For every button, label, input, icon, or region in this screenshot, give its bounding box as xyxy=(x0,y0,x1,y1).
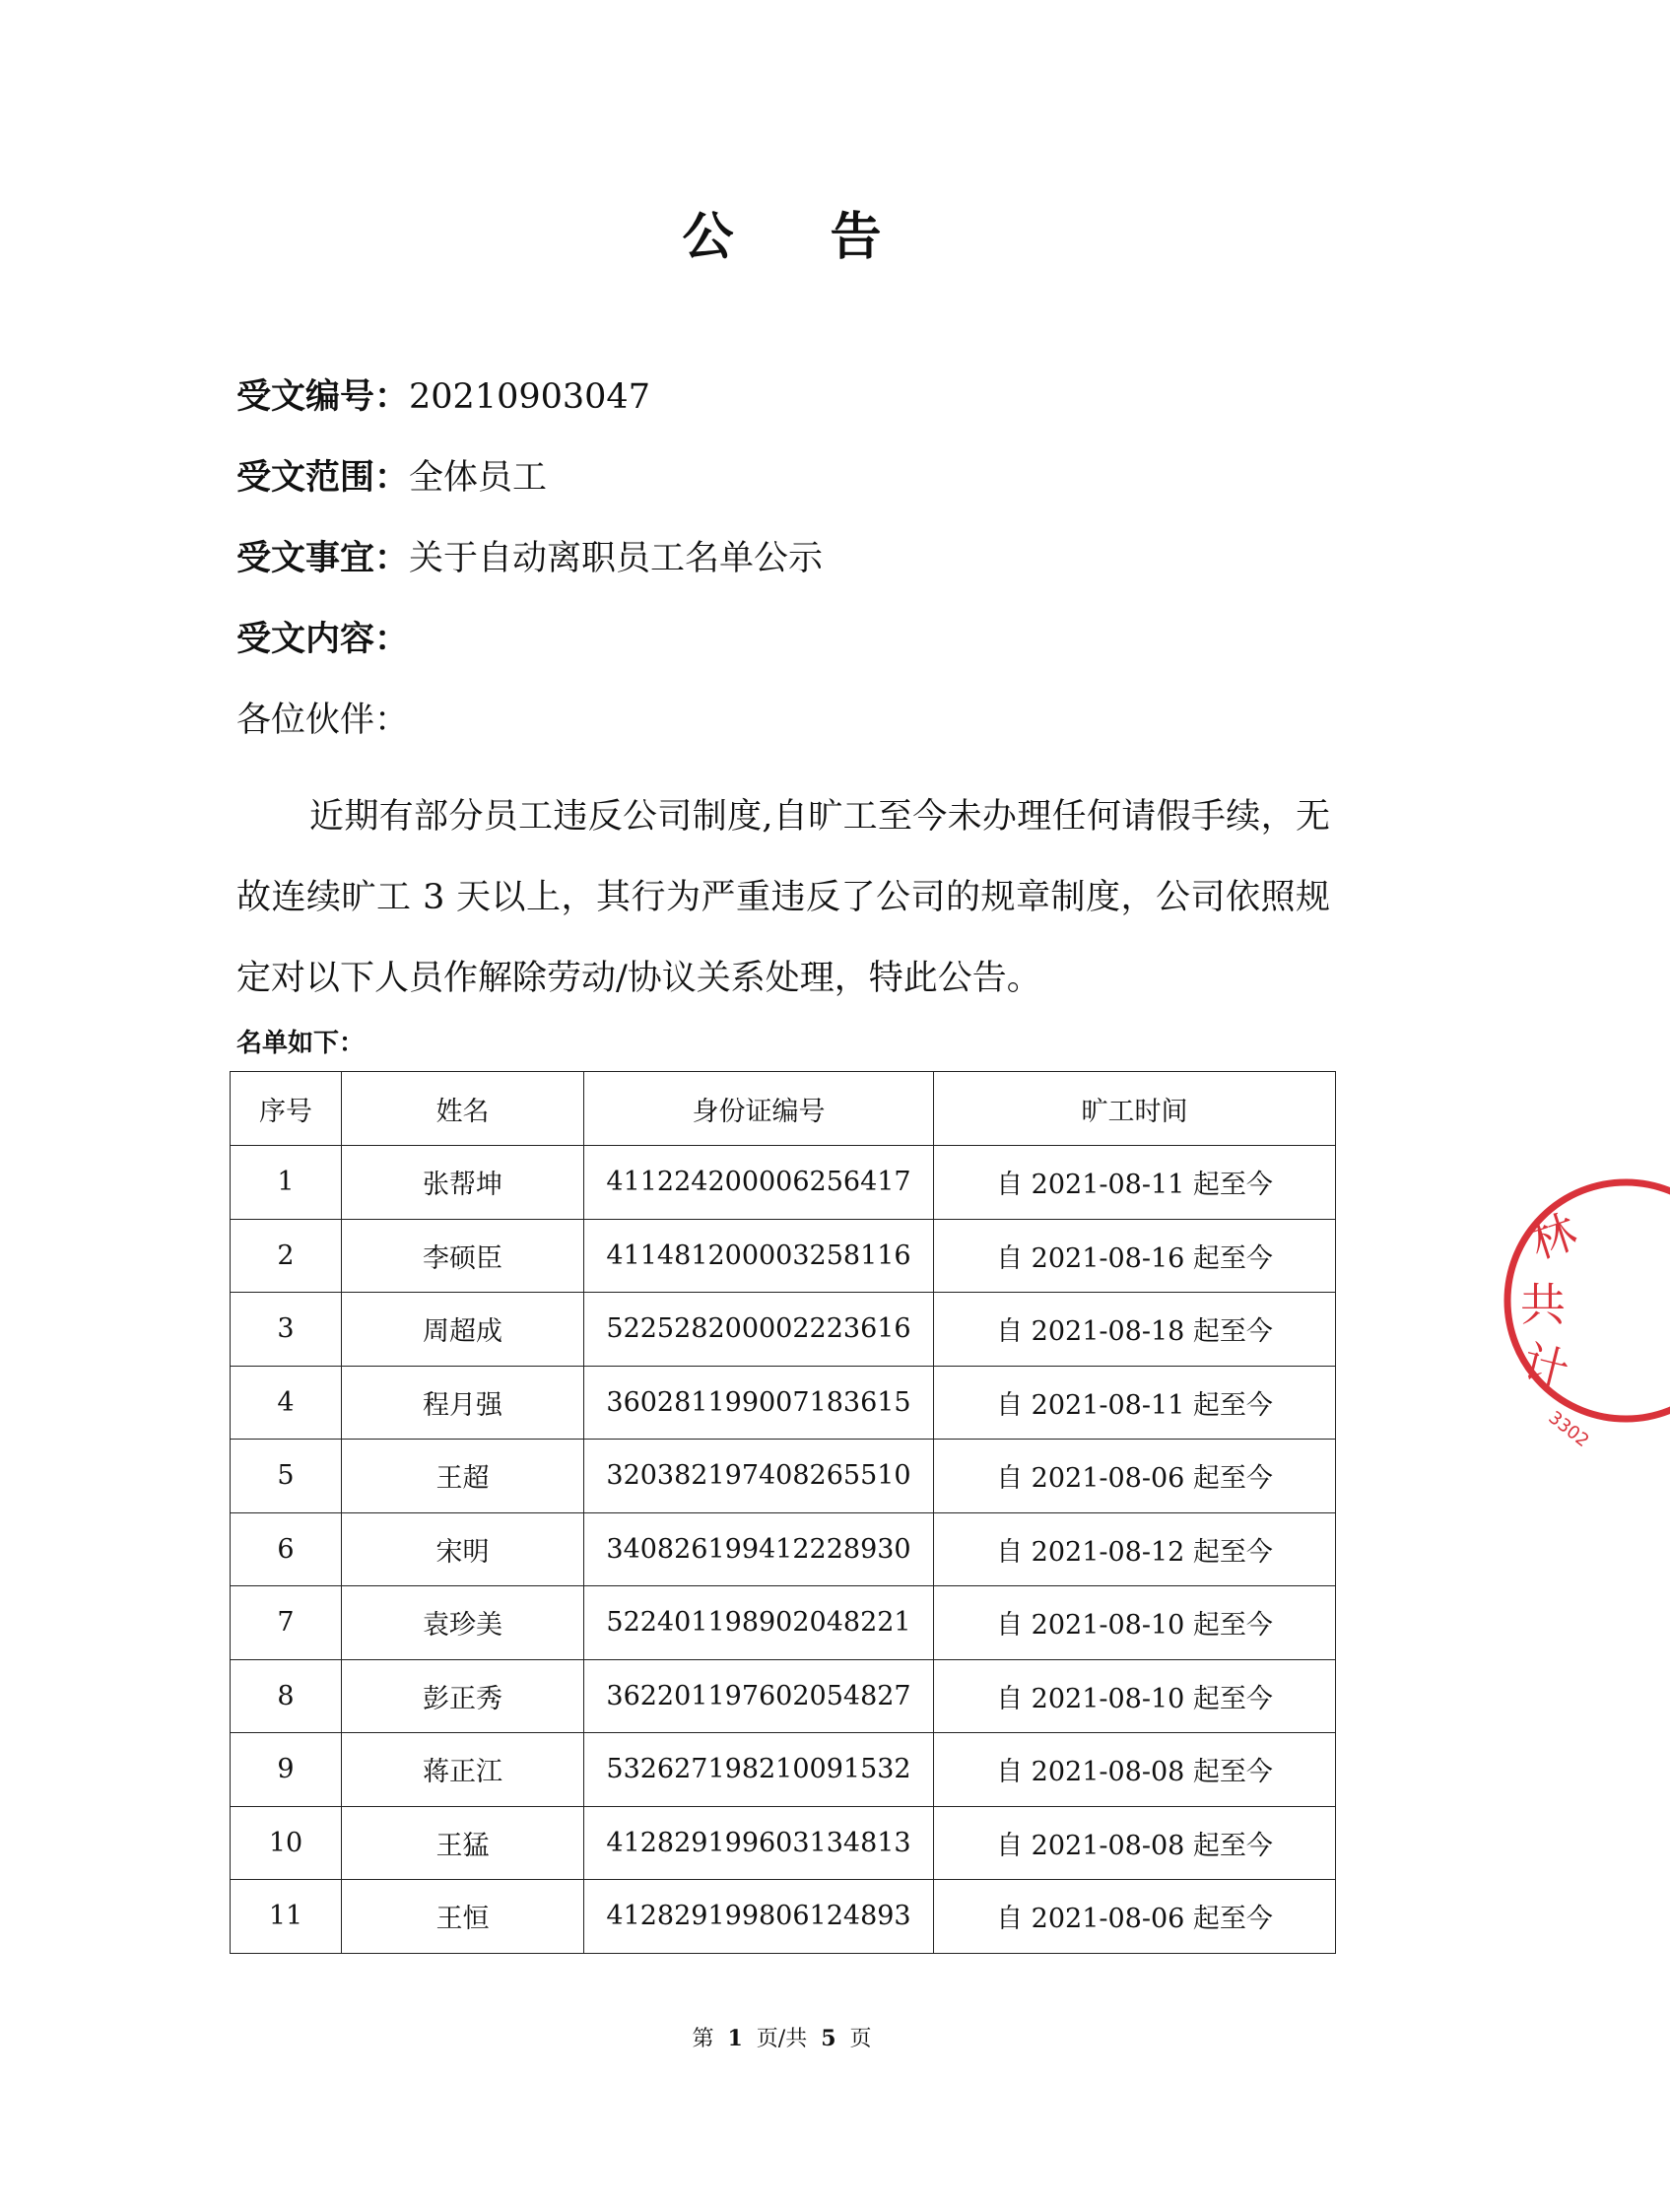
footer-suffix: 页 xyxy=(849,2027,872,2051)
table-row xyxy=(231,1733,1336,1807)
row-index-cell: 7 xyxy=(231,1586,342,1660)
table-row xyxy=(231,1880,1336,1954)
row-index-cell: 5 xyxy=(231,1440,342,1513)
id-number-cell: 411224200006256417 xyxy=(584,1146,934,1220)
row-index-cell: 4 xyxy=(231,1366,342,1440)
subject-label: 受文事宜： xyxy=(236,538,410,578)
employee-name-cell: 程月强 xyxy=(342,1366,584,1440)
absence-period-cell: 自 2021-08-16 起至今 xyxy=(934,1219,1336,1293)
table-row xyxy=(231,1586,1336,1660)
row-index-cell: 6 xyxy=(231,1512,342,1586)
id-number-cell: 412829199806124893 xyxy=(584,1880,934,1954)
table-row xyxy=(231,1146,1336,1220)
absence-period-cell: 自 2021-08-08 起至今 xyxy=(934,1733,1336,1807)
notice-body: 近期有部分员工违反公司制度,自旷工至今未办理任何请假手续，无故连续旷工 3 天以上，其行为严重违反了公司的规章制度，公司依照规定对以下人员作解除劳动/协议关系处理，特此公告。 xyxy=(236,797,1330,998)
svg-text:3302: 3302 xyxy=(1544,1407,1593,1452)
id-number-cell: 522401198902048221 xyxy=(584,1586,934,1660)
id-number-cell: 320382197408265510 xyxy=(584,1440,934,1513)
absence-period-cell: 自 2021-08-12 起至今 xyxy=(934,1512,1336,1586)
employee-name-cell: 李硕臣 xyxy=(342,1219,584,1293)
table-row xyxy=(231,1806,1336,1880)
absence-period-cell: 自 2021-08-10 起至今 xyxy=(934,1586,1336,1660)
svg-text:共: 共 xyxy=(1520,1278,1566,1331)
footer-middle: 页/共 xyxy=(756,2027,808,2051)
row-index-cell: 3 xyxy=(231,1293,342,1367)
header-index: 序号 xyxy=(231,1072,342,1146)
table-row xyxy=(231,1293,1336,1367)
row-index-cell: 11 xyxy=(231,1880,342,1954)
subject-line xyxy=(236,534,823,583)
row-index-cell: 8 xyxy=(231,1659,342,1733)
roster-table xyxy=(230,1071,1336,1954)
id-number-cell: 411481200003258116 xyxy=(584,1219,934,1293)
table-row xyxy=(231,1512,1336,1586)
red-seal-stamp xyxy=(1493,1163,1670,1452)
scope-value: 全体员工 xyxy=(409,458,548,498)
subject-value: 关于自动离职员工名单公示 xyxy=(409,539,824,578)
absence-period-cell: 自 2021-08-06 起至今 xyxy=(934,1880,1336,1954)
table-row xyxy=(231,1440,1336,1513)
scope-label: 受文范围： xyxy=(236,457,410,498)
doc-number-label: 受文编号： xyxy=(236,376,410,417)
notice-title: 公 告 xyxy=(682,207,921,267)
employee-name-cell: 王猛 xyxy=(342,1806,584,1880)
absence-period-cell: 自 2021-08-11 起至今 xyxy=(934,1366,1336,1440)
row-index-cell: 10 xyxy=(231,1806,342,1880)
page-footer xyxy=(0,2022,1564,2052)
row-index-cell: 2 xyxy=(231,1219,342,1293)
list-label: 名单如下： xyxy=(236,1029,366,1058)
content-label: 受文内容： xyxy=(236,619,410,659)
id-number-cell: 360281199007183615 xyxy=(584,1366,934,1440)
table-row xyxy=(231,1219,1336,1293)
absence-period-cell: 自 2021-08-10 起至今 xyxy=(934,1659,1336,1733)
footer-prefix: 第 xyxy=(692,2027,714,2051)
table-body xyxy=(231,1146,1336,1954)
id-number-cell: 522528200002223616 xyxy=(584,1293,934,1367)
id-number-cell: 532627198210091532 xyxy=(584,1733,934,1807)
absence-period-cell: 自 2021-08-18 起至今 xyxy=(934,1293,1336,1367)
id-number-cell: 412829199603134813 xyxy=(584,1806,934,1880)
content-line xyxy=(236,615,409,664)
header-absence-period: 旷工时间 xyxy=(934,1072,1336,1146)
svg-text:林: 林 xyxy=(1523,1204,1583,1270)
employee-name-cell: 袁珍美 xyxy=(342,1586,584,1660)
employee-name-cell: 王超 xyxy=(342,1440,584,1513)
doc-number-value: 20210903047 xyxy=(409,377,650,417)
id-number-cell: 362201197602054827 xyxy=(584,1659,934,1733)
employee-name-cell: 周超成 xyxy=(342,1293,584,1367)
svg-text:计: 计 xyxy=(1517,1335,1574,1398)
absence-period-cell: 自 2021-08-11 起至今 xyxy=(934,1146,1336,1220)
table-header-row xyxy=(231,1072,1336,1146)
footer-page-number: 1 xyxy=(727,2026,743,2051)
table-row xyxy=(231,1659,1336,1733)
employee-name-cell: 王恒 xyxy=(342,1880,584,1954)
employee-name-cell: 彭正秀 xyxy=(342,1659,584,1733)
footer-total-pages: 5 xyxy=(821,2026,836,2051)
employee-name-cell: 蒋正江 xyxy=(342,1733,584,1807)
table-row xyxy=(231,1366,1336,1440)
header-id-number: 身份证编号 xyxy=(584,1072,934,1146)
employee-name-cell: 张帮坤 xyxy=(342,1146,584,1220)
scope-line xyxy=(236,453,547,503)
id-number-cell: 340826199412228930 xyxy=(584,1512,934,1586)
row-index-cell: 9 xyxy=(231,1733,342,1807)
absence-period-cell: 自 2021-08-08 起至今 xyxy=(934,1806,1336,1880)
row-index-cell: 1 xyxy=(231,1146,342,1220)
doc-number-line xyxy=(236,372,650,422)
greeting: 各位伙伴： xyxy=(236,701,410,740)
absence-period-cell: 自 2021-08-06 起至今 xyxy=(934,1440,1336,1513)
employee-name-cell: 宋明 xyxy=(342,1512,584,1586)
header-name: 姓名 xyxy=(342,1072,584,1146)
